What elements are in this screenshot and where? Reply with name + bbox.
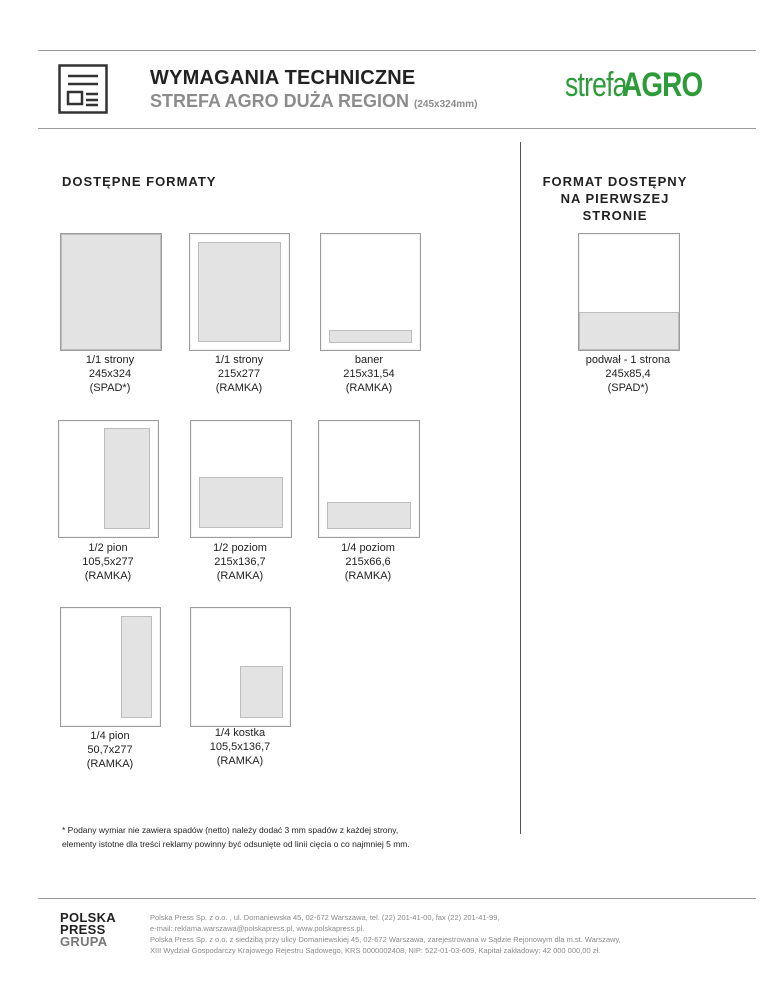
- header-divider: [38, 128, 756, 129]
- ad-area: [327, 502, 411, 529]
- caption-line: (RAMKA): [84, 570, 132, 582]
- note-line-2: elementy istotne dla treści reklamy powinny być odsunięte od linii cięcia o co najmniej 5 mm.: [62, 839, 410, 849]
- caption-line: 215x31,54: [343, 368, 395, 380]
- available-formats-heading: DOSTĘPNE FORMATY: [62, 174, 217, 189]
- format-thumb-full-bleed: [60, 233, 162, 351]
- caption-line: 245x324: [88, 368, 132, 380]
- format-caption: [48, 541, 168, 583]
- caption-line: (RAMKA): [216, 755, 264, 767]
- logo-bold-text: AGRO: [622, 66, 703, 104]
- dimensions-label: (245x324mm): [414, 99, 478, 110]
- caption-line: (RAMKA): [344, 570, 392, 582]
- ad-area: [199, 477, 283, 528]
- page-subtitle: [150, 91, 477, 112]
- caption-line: 215x66,6: [345, 556, 391, 568]
- footer-line: Polska Press Sp. z o.o. z siedzibą przy ulicy Domaniewskiej 45, 02-672 Warszawa, zarejestrowana w Sądzie Rejonowym dla m.st. Warszawy,: [150, 935, 621, 944]
- footer-line: Polska Press Sp. z o.o. , ul. Domaniewska 45, 02-672 Warszawa, tel. (22) 201-41-00, fax (22) 201-41-99,: [150, 913, 500, 922]
- ad-area: [198, 242, 281, 342]
- logo-line-press: PRESS: [60, 922, 106, 937]
- ad-area: [104, 428, 150, 529]
- format-thumb-banner: [320, 233, 421, 351]
- caption-line: (SPAD*): [89, 382, 131, 394]
- caption-line: 1/4 poziom: [341, 542, 395, 554]
- footer-line: e-mail: reklama.warszawa@polskapress.pl, www.polskapress.pl.: [150, 924, 365, 933]
- caption-line: 50,7x277: [87, 744, 133, 756]
- caption-line: 1/4 pion: [90, 730, 130, 742]
- document-icon: [58, 64, 108, 114]
- caption-line: 1/2 pion: [88, 542, 128, 554]
- top-divider: [38, 50, 756, 51]
- format-caption: [179, 353, 299, 395]
- caption-line: 215x136,7: [214, 556, 266, 568]
- footer-line: XIII Wydział Gospodarczy Krajowego Rejestru Sądowego, KRS 0000002408, NIP: 522-01-03-609, Kapitał zakładowy: 42 000 000,00 zł.: [150, 946, 601, 955]
- caption-line: (RAMKA): [86, 758, 134, 770]
- caption-line: 245x85,4: [605, 368, 651, 380]
- polska-press-logo: [60, 912, 116, 948]
- front-page-format-heading: [540, 173, 690, 224]
- page-title: WYMAGANIA TECHNICZNE: [150, 67, 416, 89]
- caption-line: podwał - 1 strona: [585, 354, 671, 366]
- caption-line: 105,5x277: [82, 556, 134, 568]
- strefa-agro-logo: [565, 66, 720, 105]
- format-thumb-quarter-vertical: [60, 607, 161, 727]
- ad-area: [61, 234, 161, 350]
- caption-line: (SPAD*): [607, 382, 649, 394]
- format-caption: [308, 541, 428, 583]
- format-caption: [568, 353, 688, 395]
- front-heading-line-2: NA PIERWSZEJ: [560, 191, 670, 206]
- column-divider: [520, 142, 521, 834]
- caption-line: (RAMKA): [216, 570, 264, 582]
- caption-line: (RAMKA): [215, 382, 263, 394]
- caption-line: 1/4 kostka: [214, 727, 266, 739]
- format-caption: [180, 541, 300, 583]
- format-caption: [180, 726, 300, 768]
- ad-area: [240, 666, 283, 718]
- subtitle-text: STREFA AGRO DUŻA REGION: [150, 91, 410, 111]
- note-line-1: * Podany wymiar nie zawiera spadów (netto) należy dodać 3 mm spadów z każdej strony,: [62, 825, 399, 835]
- company-footer: [150, 912, 621, 956]
- caption-line: baner: [354, 354, 384, 366]
- ad-area: [579, 312, 679, 350]
- caption-line: 215x277: [217, 368, 261, 380]
- format-thumb-half-vertical: [58, 420, 159, 538]
- format-caption: [50, 353, 170, 395]
- logo-line-polska: POLSKA: [60, 910, 116, 925]
- caption-line: 1/1 strony: [85, 354, 135, 366]
- footer-divider: [38, 898, 756, 899]
- caption-line: 1/1 strony: [214, 354, 264, 366]
- front-heading-line-3: STRONIE: [582, 208, 648, 223]
- front-heading-line-1: FORMAT DOSTĘPNY: [542, 174, 688, 189]
- logo-line-grupa: GRUPA: [60, 934, 108, 949]
- format-caption: [50, 729, 170, 771]
- format-thumb-quarter-box: [190, 607, 291, 727]
- format-thumb-quarter-horizontal: [318, 420, 420, 538]
- ad-area: [329, 330, 412, 343]
- caption-line: 105,5x136,7: [209, 741, 271, 753]
- format-thumb-full-frame: [189, 233, 290, 351]
- format-thumb-half-horizontal: [190, 420, 292, 538]
- logo-light-text: strefa: [565, 66, 627, 104]
- caption-line: 1/2 poziom: [213, 542, 267, 554]
- ad-area: [121, 616, 152, 718]
- format-thumb-front-footer: [578, 233, 680, 351]
- caption-line: (RAMKA): [345, 382, 393, 394]
- bleed-note: [62, 823, 410, 851]
- format-caption: [309, 353, 429, 395]
